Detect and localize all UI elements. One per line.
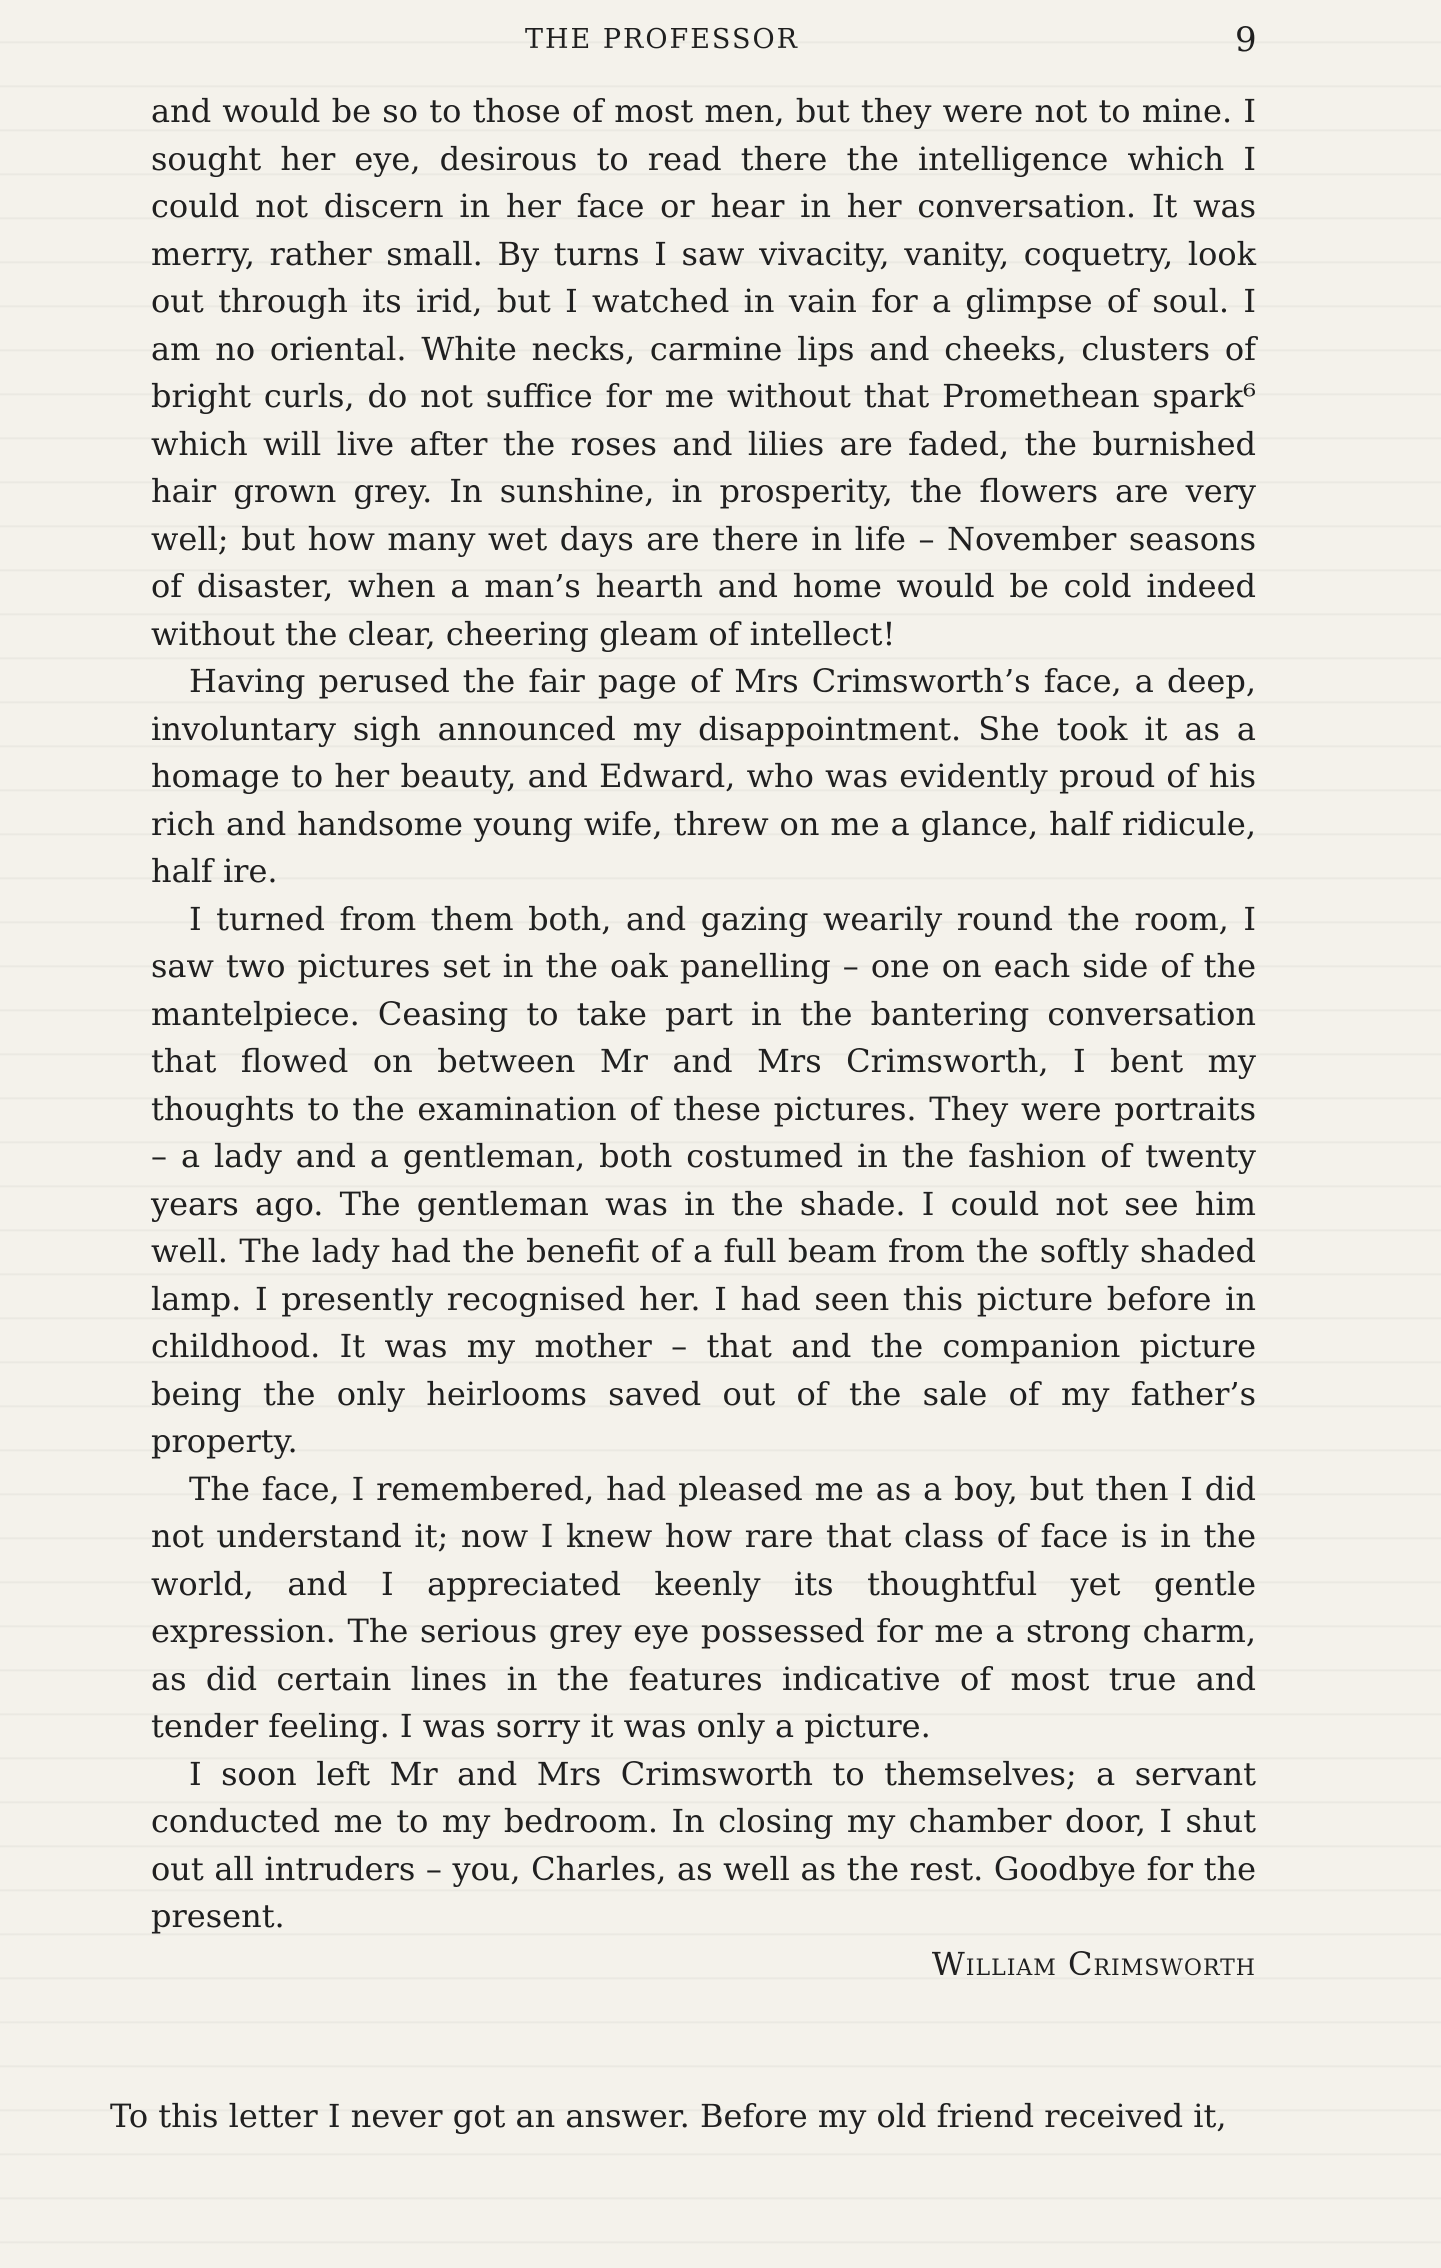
closing-line: To this letter I never got an answer. Before my old friend received it,	[110, 2097, 1227, 2135]
paragraph-1: and would be so to those of most men, but they were not to mine. I sought her eye, desirous to read there the intelligence which I could not discern in her face or hear in her conversation. It was merry, rather small. By turns I saw vivacity, vanity, coquetry, look out through its irid, but I watched in vain for a glimpse of soul. I am no oriental. White necks, carmine lips and cheeks, clusters of bright curls, do not suffice for me without that Promethean spark⁶ which will live after the roses and lilies are faded, the burnished hair grown grey. In sunshine, in prosperity, the flowers are very well; but how many wet days are there in life – November seasons of disaster, when a man’s hearth and home would be cold indeed without the clear, cheering gleam of intellect!	[151, 92, 1256, 653]
book-title-header: THE PROFESSOR	[525, 24, 799, 55]
paragraph-5: I soon left Mr and Mrs Crimsworth to themselves; a servant conducted me to my bedroom. In closing my chamber door, I shut out all intruders – you, Charles, as well as the rest. Goodbye for the present.	[151, 1754, 1256, 1935]
paragraph-3: I turned from them both, and gazing wearily round the room, I saw two pictures set in the oak panelling – one on each side of the mantelpiece. Ceasing to take part in the bantering conversation that flowed on between Mr and Mrs Crimsworth, I bent my thoughts to the examination of these pictures. They were portraits – a lady and a gentleman, both costumed in the fashion of twenty years ago. The gentleman was in the shade. I could not see him well. The lady had the benefit of a full beam from the softly shaded lamp. I presently recognised her. I had seen this picture before in childhood. It was my mother – that and the companion picture being the only heirlooms saved out of the sale of my father’s property.	[151, 899, 1256, 1460]
letter-signature: William Crimsworth	[931, 1944, 1256, 1983]
page-number: 9	[1235, 20, 1257, 60]
running-header	[0, 20, 1441, 84]
paragraph-4: The face, I remembered, had pleased me as a boy, but then I did not understand it; now I knew how rare that class of face is in the world, and I appreciated keenly its thoughtful yet gentle expression. The serious grey eye possessed for me a strong charm, as did certain lines in the features indicative of most true and tender feeling. I was sorry it was only a picture.	[151, 1469, 1256, 1745]
paragraph-2: Having perused the fair page of Mrs Crimsworth’s face, a deep, involuntary sigh announced my disappointment. She took it as a homage to her beauty, and Edward, who was evidently proud of his rich and handsome young wife, threw on me a glance, half ridicule, half ire.	[151, 662, 1256, 890]
body-text	[151, 88, 1256, 1988]
